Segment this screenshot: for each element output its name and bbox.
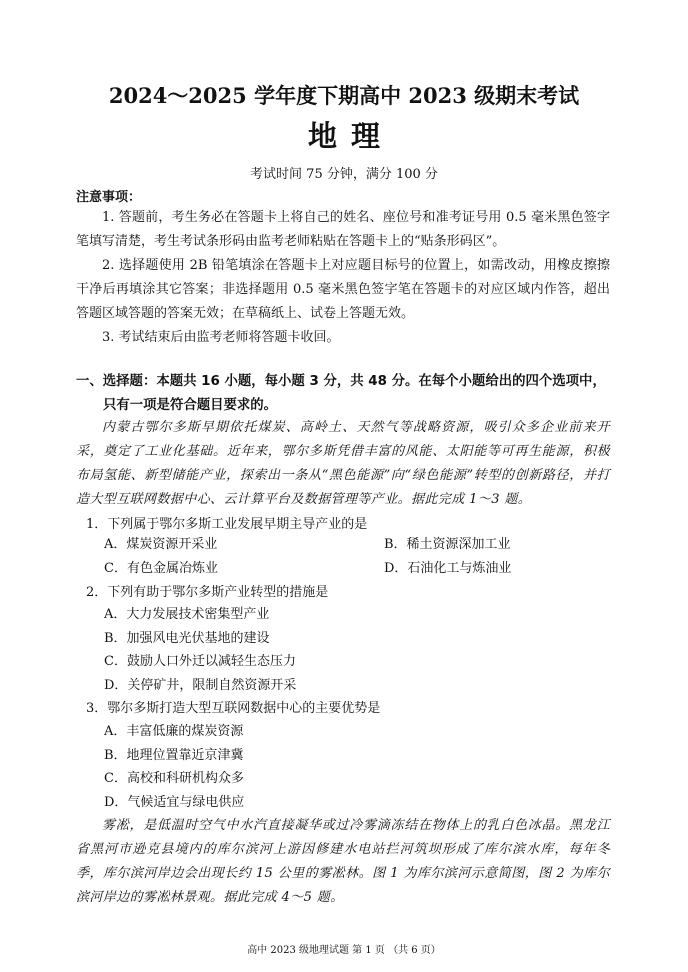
q3-option-d: D．气候适宜与绿电供应	[104, 795, 245, 810]
q2-option-a: A．大力发展技术密集型产业	[104, 607, 270, 622]
question-1: 1．下列属于鄂尔多斯工业发展早期主导产业的是	[86, 517, 368, 532]
section-heading: 一、选择题：本题共 16 小题，每小题 3 分，共 48 分。在每个小题给出的四个选项中，	[76, 374, 606, 389]
exam-time-info: 考试时间 75 分钟，满分 100 分	[250, 167, 438, 182]
exam-title: 2024～2025 学年度下期高中 2023 级期末考试	[108, 83, 580, 108]
notice-item-2: 2. 选择题使用 2B 铅笔填涂在答题卡上对应题目标号的位置上，如需改动，用橡皮擦擦干净后再填涂其它答案；非选择题用 0.5 毫米黑色签字笔在答题卡的对应区域内作答，超出答题区域答题的答案无效；在草稿纸上、试卷上答题无效。	[76, 258, 610, 321]
q2-option-c: C．鼓励人口外迁以减轻生态压力	[104, 654, 296, 669]
page-footer: 高中 2023 级地理试题 第 1 页 （共 6 页）	[247, 945, 441, 956]
q1-option-d: D．石油化工与炼油业	[384, 561, 512, 576]
q3-option-b: B．地理位置靠近京津冀	[104, 748, 244, 763]
section-heading-cont: 只有一项是符合题目要求的。	[103, 398, 278, 413]
notice-item-1: 1. 答题前，考生务必在答题卡上将自己的姓名、座位号和准考证号用 0.5 毫米黑色签字笔填写清楚，考生考试条形码由监考老师粘贴在答题卡上的“贴条形码区”。	[76, 210, 610, 249]
q1-option-a: A．煤炭资源开采业	[104, 537, 218, 552]
subject-title: 地理	[307, 119, 394, 153]
material-2: 雾凇，是低温时空气中水汽直接凝华或过冷雾滴冻结在物体上的乳白色冰晶。黑龙江省黑河市逊克县境内的库尔滨河上游因修建水电站拦河筑坝形成了库尔滨水库，每年冬季，库尔滨河岸边会出现长约 15 公里的雾凇林。图 1 为库尔滨河示意简图，图 2 为库尔滨河岸边的雾凇林景观。据此完成 4～5 题。	[76, 818, 610, 905]
question-2: 2．下列有助于鄂尔多斯产业转型的措施是	[86, 585, 329, 600]
q1-option-c: C．有色金属冶炼业	[104, 561, 218, 576]
q2-option-d: D．关停矿井，限制自然资源开采	[104, 678, 297, 693]
notice-item-3: 3. 考试结束后由监考老师将答题卡收回。	[102, 330, 340, 345]
q3-option-a: A．丰富低廉的煤炭资源	[104, 724, 244, 739]
q1-option-b: B．稀土资源深加工业	[384, 537, 511, 552]
q2-option-b: B．加强风电光伏基地的建设	[104, 631, 270, 646]
material-1: 内蒙古鄂尔多斯早期依托煤炭、高岭土、天然气等战略资源，吸引众多企业前来开采，奠定了工业化基础。近年来，鄂尔多斯凭借丰富的风能、太阳能等可再生能源，积极布局氢能、新型储能产业，探索出一条从“黑色能源”向“绿色能源”转型的创新路径，并打造大型互联网数据中心、云计算平台及数据管理等产业。据此完成 1～3 题。	[76, 420, 610, 507]
q3-option-c: C．高校和科研机构众多	[104, 771, 244, 786]
question-3: 3．鄂尔多斯打造大型互联网数据中心的主要优势是	[86, 701, 381, 716]
notice-heading: 注意事项：	[76, 190, 142, 205]
